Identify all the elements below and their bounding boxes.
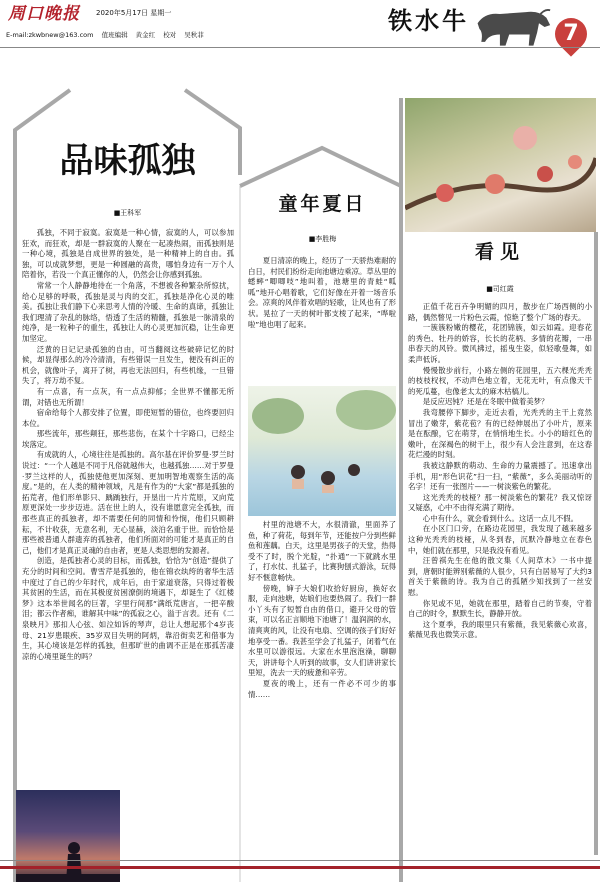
footer-divider <box>0 860 600 861</box>
paragraph: 夏夜的晚上，还有一件必不可少的事情…… <box>248 678 396 699</box>
blossom-photo <box>405 98 596 232</box>
article-title: 童年夏日 <box>278 193 367 215</box>
email: E-mail:zkwbnew@163.com <box>6 31 94 39</box>
newspaper-logo: 周口晚报 <box>8 4 80 24</box>
paragraph: 宿命给每个人都安排了位置，即使短暂的错位，也终要回归本位。 <box>22 408 234 428</box>
paragraph: 傍晚，婶子大娘们收拾好厨房，换好衣服，走向池塘，姑娘们也要热闹了。我们一群小丫头有了短暂自由的借口，避开父母的管束，可以名正言顺地下池塘了！温润润的水，清爽爽的风，让没有电扇、空调的孩子们好好地享受一番。我甚至学会了扎猛子，闭着气在水里可以游很远。大家在水里泡泡澡，聊聊天，讲讲每个人听到的故事，女人们讲讲家长里短，洗去一天的疲惫和辛劳。 <box>248 583 396 678</box>
paragraph: 创造，是孤独者心灵的目标，而孤独，恰恰为“创造”提供了充分的时间和空间。曹雪芹是孤独的，他在锦衣纨绔的奢华生活中度过了自己的少年时代，成年后，由于家道衰落，只得过着极其贫困的生活，而在其极度贫困潦倒的境遇下，却诞生了《红楼梦》这本举世闻名的巨著，字里行间那“满纸荒唐言，一把辛酸泪；都云作者痴，谁解其中味”的孤寂之心，溢于言表。还有《二泉映月》那扣人心弦、如泣如诉的琴声，总让人想起那个4岁丧母、21岁患眼疾、35岁双目失明的阿炳，靠沿街卖艺和借事为生，其心境该是怎样的孤独，但那旷世的曲调不正是在那孤苦凄凉的心境里诞生的吗？ <box>22 556 234 661</box>
paragraph: 有成就的人，心境往往是孤独的。高尔基在评价罗曼·罗兰时说过：“一个人越是不同于凡俗就越伟大，也越孤独……对于罗曼·罗兰这样的人，孤独使他更加深刻、更加明智地观察生活的高度。”是的，在人类的精神领域，凡是有作为的“大家”都是孤独的拓荒者，他们形单影只、踽踽独行，开垦出一片片荒原，又向荒原更深处一步步迈进。活在世上的人，没有谁愿意完全孤独，而那些真正的孤独者，却不需要任何的同情和怜悯，他们只顾耕耘，不计收获，无意名利，无心显赫，淡泊名重于世。而恰恰是那些被普通人群遗弃的孤独者，他们所面对的可能才是真正的自己，他们才是真正灵魂的自由者，更是人类思想的发源者。 <box>22 450 234 555</box>
paragraph: 夏日清凉的晚上，经历了一天骄热难耐的白日，村民们纷纷走向池塘边乘凉。草丛里的蟋蟀“唧唧吱”地叫着，池塘里的青蛙“呱呱”地开心唱着歌，它们好像在开着一场音乐会。凉爽的风伴着欢唱的轻歌，让风也有了形状。晃拉了一天的树叶都支棱了起来，“哗啦啦”地也唱了起来。 <box>248 256 396 329</box>
article-body-continued <box>248 520 396 700</box>
paragraph: 汪曾祺先生在他的散文集《人间草木》一书中提到，唐朝时能辨别紫薇的人很少，只有白居易写了大约3首关于紫薇的诗。我为自己的孤陋少知找到了一丝安慰。 <box>408 556 592 598</box>
proofreader: 校对 吴秋菲 <box>163 31 204 39</box>
paragraph: 慢慢散步前行，小路左侧的花园里，五六棵光秃秃的枝枝杈杈，不动声色地立着，无花无叶，有点像天干的死瓜蔓，也像老太太的麻木枯槁儿。 <box>408 365 592 396</box>
paragraph: 一簇簇粉嫩的樱花，花团锦簇，如云如霞。迎春花的秀色、牡丹的娇容，长长的花柄、多情的花瓣，一串串春天的风铃。微风拂过，摇曳生姿，似轻歌曼舞，如柔声低诉。 <box>408 323 592 364</box>
bull-icon <box>472 4 552 50</box>
children-swimming-illustration <box>248 386 396 516</box>
paragraph: 在小区门口旁，在路边花园里，我发现了越来越多这种光秃秃的枝桠，从冬到春，沉默冷静地立在春色中，她们就在那里，只是我没有看见。 <box>408 524 592 555</box>
paragraph: 我被这静默的萌动、生命的力量震撼了。迅速拿出手机，用“形色识花”扫一扫，“紫薇”，多么美丽动听的名字！还有一张图片——一树淡紫色的繁花。 <box>408 460 592 492</box>
paragraph: 这个夏季，我的眼里只有紫薇，我见紫薇心欢喜，紫薇见我也微笑示意。 <box>408 619 592 640</box>
header-divider <box>0 47 600 48</box>
editor: 值班编辑 黄金红 <box>101 31 156 39</box>
paragraph: 正值千花百卉争明媚的四月，散步在广场西侧的小路，偶然瞥见一片粉色云霞，惊艳了整个广场的春天。 <box>408 302 592 322</box>
paragraph: 有一点喜，有一点灰，有一点点抑郁；全世界不懂都无所谓，对错也无所谓！ <box>22 386 234 407</box>
paragraph: 你见或不见，她就在那里，踏着自己的节奏，守着自己的时令，默默生长，静静开放。 <box>408 598 592 619</box>
article-body <box>248 256 396 330</box>
masthead-info <box>6 31 204 40</box>
article-body <box>408 302 592 641</box>
article-byline: ■王科军 <box>113 209 142 217</box>
paragraph: 村里的池塘不大，水很清澈，里面养了鱼，种了荷花，每到年节，还能按户分到些鲜鱼和莲藕。白天，这里是男孩子的天堂，热得受不了时，脱个光腚，“扑通”一下就跳水里了，打水仗、扎猛子，比赛狗刨式游泳，玩得好不惬意畅快。 <box>248 520 396 582</box>
paragraph: 这光秃秃的枝桠？那一树淡紫色的繁花？我又惊讶又疑惑，心中不由得充满了期待。 <box>408 492 592 513</box>
paragraph: 孤独，不同于寂寞。寂寞是一种心情，寂寞的人，可以参加狂欢，而狂欢，却是一群寂寞的人聚在一起凑热闹，而孤独则是一种心境，孤独是自成世界的独处，是一种精神上的自由。孤独，可以成就梦想，更是一种圆融的高贵，哪怕身边有一万个人陪着你，若没一个真正懂你的人，仍然会让你感到孤独。 <box>22 228 234 280</box>
issue-date: 2020年5月17日 星期一 <box>96 9 172 17</box>
section-title: 铁水牛 <box>388 6 469 35</box>
article-title: 品味孤独 <box>59 141 196 181</box>
paragraph: 我弯腰停下脚步，走近去看，光秃秃的主干上竟然冒出了嫩芽，紫花苞？有的已经伸展出了小叶片，原来是在酝酿，它在萌芽，在悄悄地生长。小小的暗红色的嫩叶，在深褐色的树干上，很少有人会注意到，在这春花烂漫的时刻。 <box>408 407 592 460</box>
page-number-badge: 7 <box>548 11 593 56</box>
article-byline: ■李胜梅 <box>308 235 337 243</box>
paragraph: 那些流年，那些颠狂，那些悲伤，在某个十字路口，已经尘埃落定。 <box>22 429 234 449</box>
article-body <box>22 228 234 662</box>
paragraph: 心中有什么，就会看到什么。这话一点儿不假。 <box>422 513 579 523</box>
footer-red-rule <box>0 866 600 869</box>
article-byline: ■司红霞 <box>486 285 514 293</box>
article-title: 看见 <box>474 241 525 263</box>
paragraph: 是反应迟钝？还是在冬眠中做着美梦？ <box>422 397 549 407</box>
paragraph: 泛黄的日记记录孤独的自由，可当翻阅这些破碎记忆的时候，却显得那么的冷冷清清，有些错误一旦发生，便没有纠正的机会，就像叶子，离开了树，再也无法回归，有些机缘，一旦错失了，将万劫不复。 <box>22 344 234 386</box>
paragraph: 常常一个人静静地待在一个角落，不想被各种繁杂所惊扰，给心足够的呼吸，孤独是灵与肉的交汇，孤独是净化心灵的唯美。孤独让我们静下心来思考人情的冷暖、生命的真谛，孤独让我们理清了杂乱的脉络，悟透了生活的精髓，孤独是一脉清泉的纯净，是一粒种子的重生，孤独让人的心灵更加沉稳，让生命更加坚定。 <box>22 280 234 343</box>
